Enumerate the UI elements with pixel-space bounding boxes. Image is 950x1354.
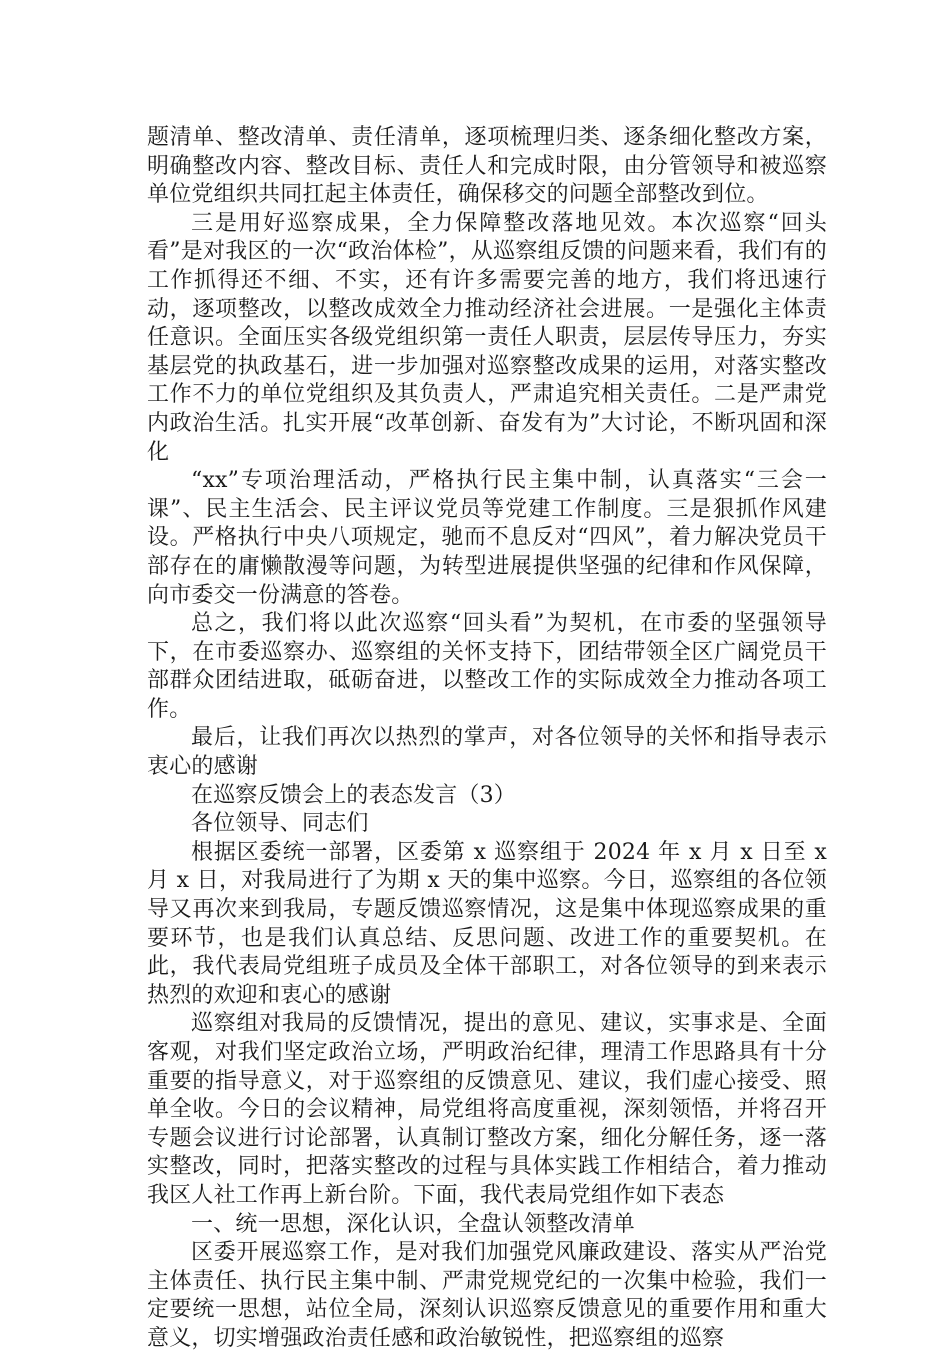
paragraph-4: 总之，我们将以此次巡察“回头看”为契机，在市委的坚强领导下，在市委巡察办、巡察组的关怀支持下，团结带领全区广阔党员干部群众团结进取，砥砺奋进，以整改工作的实际成效全力推动各项工作。 bbox=[147, 611, 827, 722]
paragraph-9: 巡察组对我局的反馈情况，提出的意见、建议，实事求是、全面客观，对我们坚定政治立场，严明政治纪律，理清工作思路具有十分重要的指导意义，对于巡察组的反馈意见、建议，我们虚心接受、照单全收。今日的会议精神，局党组将高度重视，深刻领悟，并将召开专题会议进行讨论部署，认真制订整改方案，细化分解任务，逐一落实整改，同时，把落实整改的过程与具体实践工作相结合，着力推动我区人社工作再上新台阶。下面，我代表局党组作如下表态 bbox=[147, 1011, 827, 1208]
paragraph-1: 题清单、整改清单、责任清单，逐项梳理归类、逐条细化整改方案，明确整改内容、整改目标、责任人和完成时限，由分管领导和被巡察单位党组织共同扛起主体责任，确保移交的问题全部整改到位。 bbox=[147, 125, 827, 208]
paragraph-5: 最后，让我们再次以热烈的掌声，对各位领导的关怀和指导表示衷心的感谢 bbox=[147, 725, 827, 780]
section-title: 在巡察反馈会上的表态发言（3） bbox=[191, 782, 516, 808]
paragraph-3: “xx”专项治理活动，严格执行民主集中制，认真落实“三会一课”、民主生活会、民主评议党员等党建工作制度。三是狠抓作风建设。严格执行中央八项规定，驰而不息反对“四风”，着力解决党员干部存在的庸懒散漫等问题，为转型进展提供坚强的纪律和作风保障，向市委交一份满意的答卷。 bbox=[147, 468, 827, 608]
paragraph-8: 根据区委统一部署，区委第 x 巡察组于 2024 年 x 月 x 日至 x 月 x 日，对我局进行了为期 x 天的集中巡察。今日，巡察组的各位领导又再次来到我局，专题反馈巡察情况，这是集中体现巡察成果的重要环节，也是我们认真总结、反思问题、改进工作的重要契机。在此，我代表局党组班子成员及全体干部职工，对各位领导的到来表示热烈的欢迎和衷心的感谢 bbox=[147, 839, 827, 1008]
paragraph-11: 区委开展巡察工作，是对我们加强党风廉政建设、落实从严治党主体责任、执行民主集中制、严肃党规党纪的一次集中检验，我们一定要统一思想，站位全局，深刻认识巡察反馈意见的重要作用和重大意义，切实增强政治责任感和政治敏锐性，把巡察组的巡察 bbox=[147, 1240, 827, 1351]
paragraph-2: 三是用好巡察成果，全力保障整改落地见效。本次巡察“回头看”是对我区的一次“政治体检”，从巡察组反馈的问题来看，我们有的工作抓得还不细、不实，还有许多需要完善的地方，我们将迅速行动，逐项整改，以整改成效全力推动经济社会进展。一是强化主体责任意识。全面压实各级党组织第一责任人职责，层层传导压力，夯实基层党的执政基石，进一步加强对巡察整改成果的运用，对落实整改工作不力的单位党组织及其负责人，严肃追究相关责任。二是严肃党内政治生活。扎实开展“改革创新、奋发有为”大讨论，不断巩固和深化 bbox=[147, 210, 827, 465]
document-body bbox=[147, 124, 827, 1354]
salutation: 各位领导、同志们 bbox=[191, 811, 369, 837]
heading-1: 一、统一思想，深化认识，全盘认领整改清单 bbox=[191, 1211, 636, 1237]
